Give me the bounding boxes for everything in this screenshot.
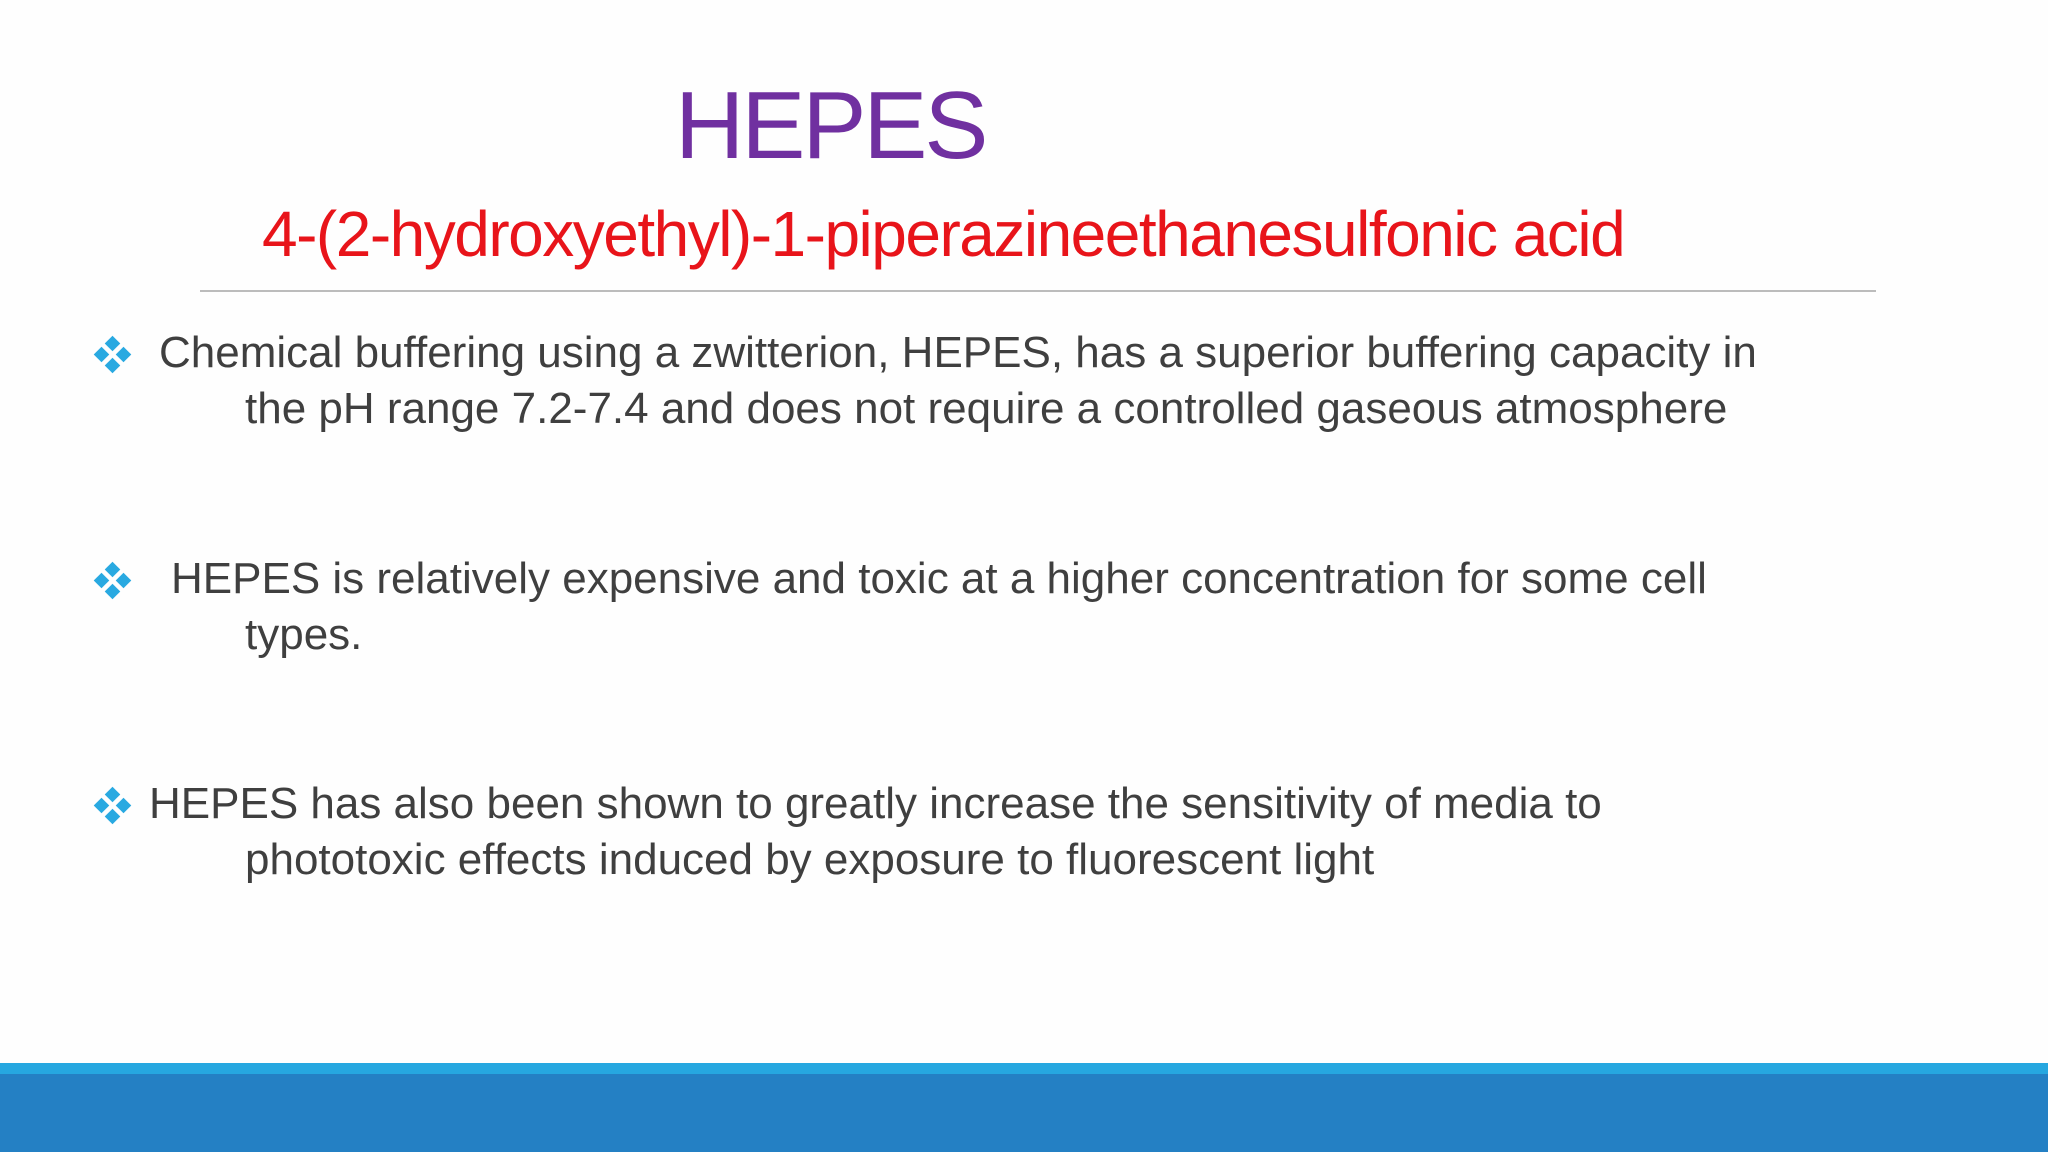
bullet-text-line: HEPES has also been shown to greatly increase the sensitivity of media to — [149, 779, 1602, 828]
four-diamond-bullet-icon — [93, 336, 133, 376]
bullet-text-line: phototoxic effects induced by exposure to fluorescent light — [245, 835, 1375, 884]
footer-band-dark — [0, 1074, 2048, 1152]
footer-band-light — [0, 1063, 2048, 1074]
bullet-text-line: types. — [245, 610, 363, 659]
four-diamond-bullet-icon — [93, 562, 133, 602]
bullet-text-line: HEPES is relatively expensive and toxic at a higher concentration for some cell — [171, 554, 1707, 603]
four-diamond-bullet-icon — [93, 787, 133, 827]
slide-title: HEPES — [675, 72, 986, 179]
bullet-text-line: the pH range 7.2-7.4 and does not require a controlled gaseous atmosphere — [245, 384, 1728, 433]
bullet-text-line: Chemical buffering using a zwitterion, HEPES, has a superior buffering capacity in — [159, 328, 1757, 377]
title-divider — [200, 290, 1876, 292]
slide-subtitle: 4-(2-hydroxyethyl)-1-piperazineethanesulfonic acid — [262, 198, 1625, 270]
